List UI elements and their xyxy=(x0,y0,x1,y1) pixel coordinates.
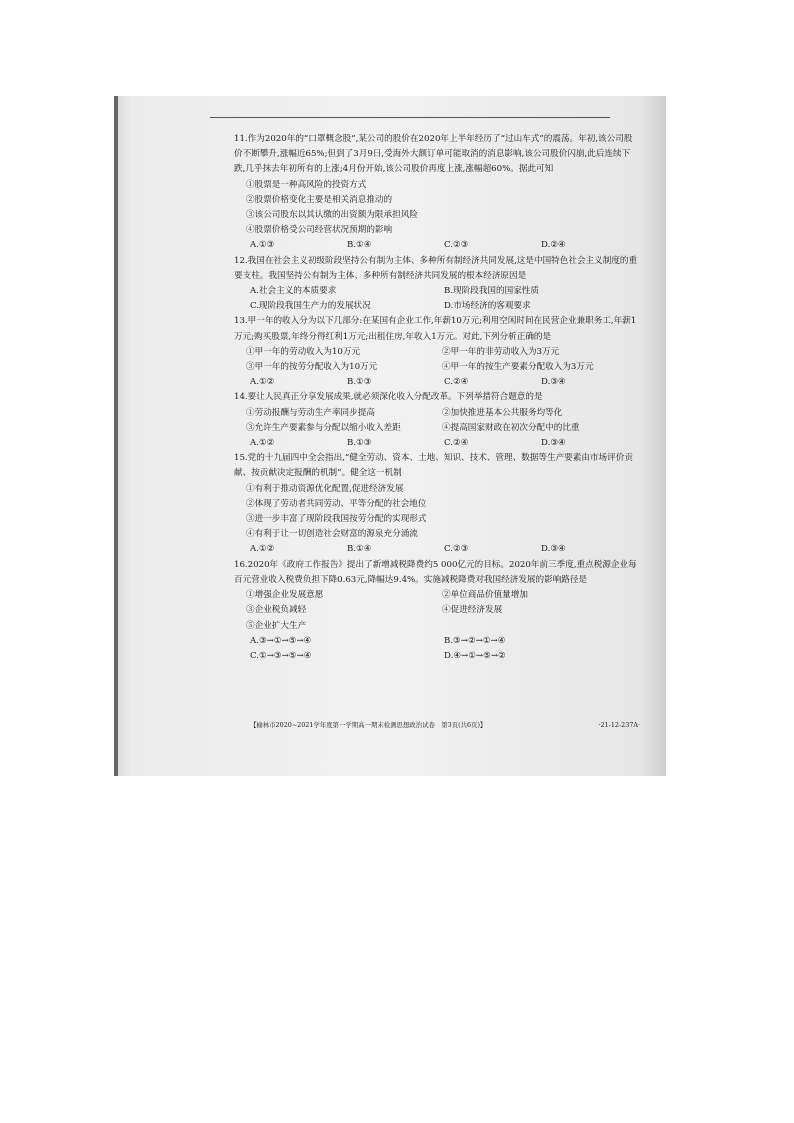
answer-choices xyxy=(234,634,638,649)
option-item: ②加快推进基本公共服务均等化 xyxy=(442,407,563,418)
answer-choices xyxy=(234,299,638,314)
option-item: ①股票是一种高风险的投资方式 xyxy=(246,179,367,190)
answer-choices xyxy=(234,284,638,299)
option-item: ①甲一年的劳动收入为10万元 xyxy=(246,346,361,357)
choice-a: A.①② xyxy=(250,544,275,555)
footer-code: ·21-12-237A· xyxy=(598,721,640,729)
choice-c: C.②③ xyxy=(444,544,469,555)
question-stem: 14.要让人民真正分享发展成果,就必须深化收入分配改革。下列举措符合题意的是 xyxy=(234,392,543,403)
choice-b: B.①④ xyxy=(347,240,372,251)
option-item: ①增强企业发展意愿 xyxy=(246,590,324,601)
question-12 xyxy=(234,254,638,315)
option-row xyxy=(234,588,638,603)
choice-a: A.③→①→⑤→④ xyxy=(250,635,312,646)
option-row xyxy=(234,421,638,436)
choice-d: D.市场经济的客观要求 xyxy=(444,301,531,312)
choice-d: D.③④ xyxy=(541,544,566,555)
page-footer xyxy=(250,720,640,730)
option-item: ③企业税负减轻 xyxy=(246,605,307,616)
choice-a: A.社会主义的本质要求 xyxy=(250,286,337,297)
option-item: ②甲一年的非劳动收入为3万元 xyxy=(442,346,560,357)
choice-a: A.①③ xyxy=(250,240,275,251)
choice-c: C.②④ xyxy=(444,438,469,449)
choice-d: D.③④ xyxy=(541,438,566,449)
option-item: ②体现了劳动者共同劳动、平等分配的社会地位 xyxy=(246,498,427,509)
option-item: ④提高国家财政在初次分配中的比重 xyxy=(442,422,580,433)
option-item: ④促进经济发展 xyxy=(442,605,503,616)
choice-a: A.①② xyxy=(250,438,275,449)
option-item: ③进一步丰富了现阶段我国按劳分配的实现形式 xyxy=(246,514,427,525)
answer-choices xyxy=(234,649,638,664)
option-item: ④有利于让一切创造社会财富的源泉充分涌流 xyxy=(246,529,418,540)
option-item: ②股票价格变化主要是相关消息推动的 xyxy=(246,194,393,205)
choice-b: B.现阶段我国的国家性质 xyxy=(444,286,539,297)
choice-b: B.③→②→①→④ xyxy=(444,635,506,646)
option-item: ④股票价格受公司经营状况预期的影响 xyxy=(246,225,393,236)
question-13 xyxy=(234,314,638,390)
choice-b: B.①④ xyxy=(347,544,372,555)
answer-choices xyxy=(234,436,638,451)
question-14 xyxy=(234,390,638,451)
answer-choices xyxy=(234,542,638,557)
choice-b: B.①③ xyxy=(347,377,372,388)
question-stem: 11.作为2020年的“口罩概念股”,某公司的股价在2020年上半年经历了“过山车式”的震荡。年初,该公司股价不断攀升,涨幅近65%;但到了3月9日,受海外大额订单可能取消的消息影响,该公司股价闪崩,此后连续下跌,几乎抹去年初所有的上涨;4月份开始,该公司股价再度上涨,涨幅超60%。据此可知 xyxy=(234,134,633,175)
option-row xyxy=(234,345,638,360)
option-item: ⑤企业扩大生产 xyxy=(246,620,307,631)
scan-edge-shadow xyxy=(114,96,118,776)
option-row xyxy=(234,360,638,375)
answer-choices xyxy=(234,238,638,253)
option-item: ③甲一年的按劳分配收入为10万元 xyxy=(246,362,378,373)
choice-c: C.现阶段我国生产力的发展状况 xyxy=(250,301,371,312)
option-item: ③允许生产要素参与分配以缩小收入差距 xyxy=(246,422,401,433)
option-row xyxy=(234,603,638,618)
choice-b: B.①③ xyxy=(347,438,372,449)
option-item: ②单位商品价值量增加 xyxy=(442,590,528,601)
page-top-rule xyxy=(210,117,610,118)
option-item: ①有利于推动资源优化配置,促进经济发展 xyxy=(246,483,404,494)
option-item: ①劳动报酬与劳动生产率同步提高 xyxy=(246,407,375,418)
choice-c: C.②③ xyxy=(444,240,469,251)
choice-d: D.④→①→⑤→② xyxy=(444,650,506,661)
question-stem: 15.党的十九届四中全会指出,“健全劳动、资本、土地、知识、技术、管理、数据等生产要素由市场评价贡献、按贡献决定报酬的机制”。健全这一机制 xyxy=(234,453,633,479)
option-item: ③该公司股东以其认缴的出资额为限承担风险 xyxy=(246,210,418,221)
footer-exam-title: 【榆林市2020~2021学年度第一学期高一期末检测思想政治试卷 第3页(共6页)】 xyxy=(250,721,487,729)
question-stem: 16.2020年《政府工作报告》提出了新增减税降费约5 000亿元的目标。2020年前三季度,重点税源企业每百元营业收入税费负担下降0.63元,降幅达9.4%。实施减税降费对我国经济发展的影响路径是 xyxy=(234,559,637,585)
question-stem: 12.我国在社会主义初级阶段坚持公有制为主体、多种所有制经济共同发展,这是中国特色社会主义制度的重要支柱。我国坚持公有制为主体、多种所有制经济共同发展的根本经济原因是 xyxy=(234,255,638,281)
question-11 xyxy=(234,132,638,254)
choice-d: D.②④ xyxy=(541,240,566,251)
option-item: ④甲一年的按生产要素分配收入为3万元 xyxy=(442,362,594,373)
exam-content xyxy=(234,132,638,664)
question-stem: 13.甲一年的收入分为以下几部分:在某国有企业工作,年薪10万元;利用空闲时间在民营企业兼职务工,年薪1万元;购买股票,年终分得红利1万元;出租住房,年收入1万元。对此,下列分析正确的是 xyxy=(234,316,637,342)
answer-choices xyxy=(234,375,638,390)
option-row xyxy=(234,406,638,421)
question-15 xyxy=(234,451,638,557)
question-16 xyxy=(234,558,638,664)
choice-d: D.③④ xyxy=(541,377,566,388)
choice-c: C.②④ xyxy=(444,377,469,388)
choice-c: C.①→③→⑤→④ xyxy=(250,650,312,661)
choice-a: A.①② xyxy=(250,377,275,388)
